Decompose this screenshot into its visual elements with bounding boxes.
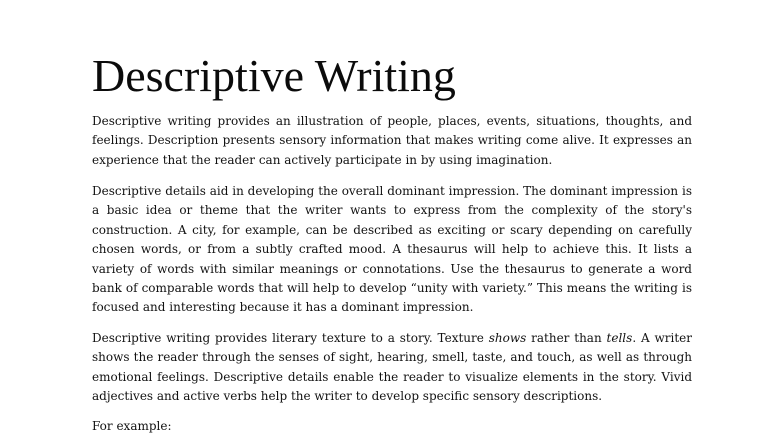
paragraph-text-part: . A writer shows the reader through the senses of sight, hearing, smell, taste, and touch, as well as through emotional feelings. Descriptive details enable the reader to visualize elements in the story. Vivid adjectives and active verbs help the writer to develop specific sensory descriptions. bbox=[92, 331, 692, 404]
emphasis-shows: shows bbox=[488, 331, 527, 345]
emphasis-tells: tells bbox=[606, 331, 633, 345]
paragraph-text-part: Descriptive writing provides literary texture to a story. Texture bbox=[92, 331, 489, 345]
document-title: Descriptive Writing bbox=[92, 50, 456, 101]
example-label: For example: bbox=[92, 419, 172, 433]
paragraph-text-part: rather than bbox=[526, 331, 607, 345]
paragraph-intro: Descriptive writing provides an illustration of people, places, events, situations, thoughts, and feelings. Description presents sensory information that makes writing come alive. It expresses an experience that the reader can actively participate in by using imagination. bbox=[92, 114, 692, 167]
paragraph-dominant-impression: Descriptive details aid in developing the overall dominant impression. The dominant impression is a basic idea or theme that the writer wants to express from the complexity of the story's construction. A city, for example, can be described as exciting or scary depending on carefully chosen words, or from a subtly crafted mood. A thesaurus will help to achieve this. It lists a variety of words with similar meanings or connotations. Use the thesaurus to generate a word bank of comparable words that will help to develop “unity with variety.” This means the writing is focused and interesting because it has a dominant impression. bbox=[92, 184, 692, 315]
paragraph-literary-texture bbox=[92, 329, 692, 407]
